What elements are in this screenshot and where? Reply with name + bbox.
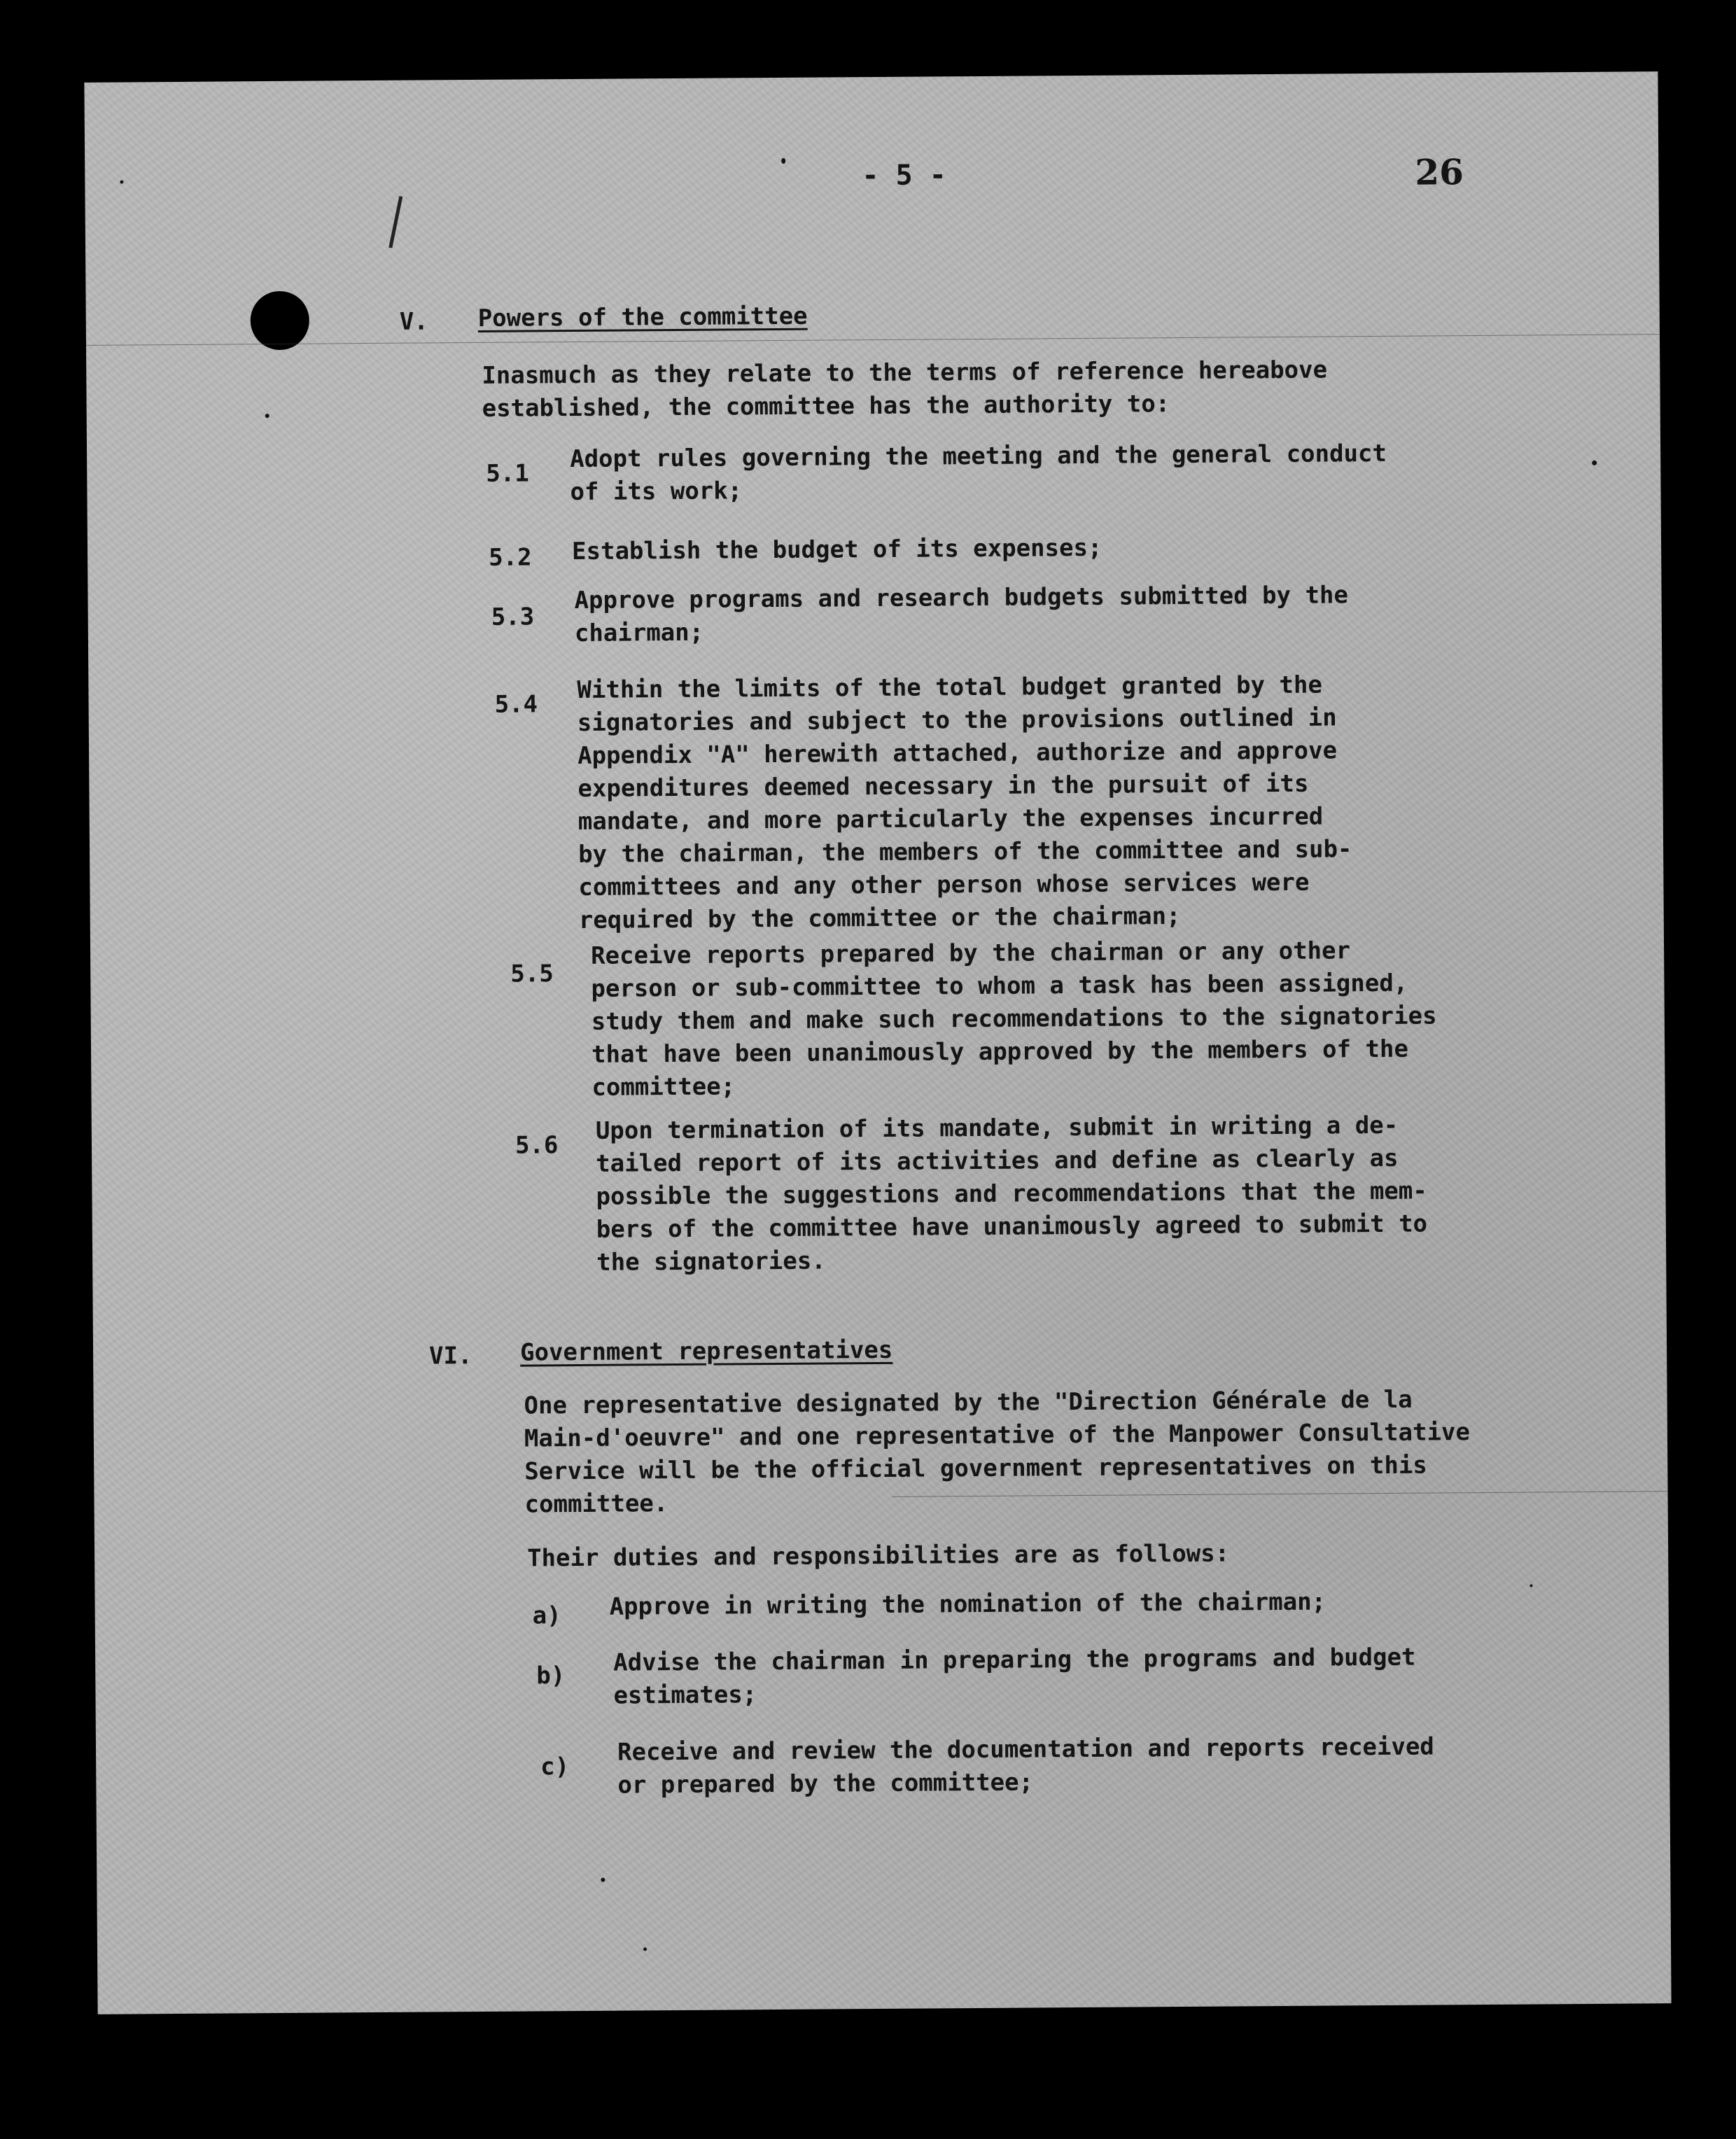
speck — [265, 414, 270, 418]
item-line: Within the limits of the total budget granted by the — [577, 671, 1323, 704]
item-line: Upon termination of its mandate, submit in writing a de- — [595, 1111, 1399, 1145]
scan-line — [892, 1491, 1668, 1497]
item-line: Advise the chairman in preparing the programs and budget — [613, 1643, 1416, 1677]
pen-mark — [388, 196, 402, 248]
section-v-heading: Powers of the committee — [477, 302, 808, 332]
speck — [1592, 461, 1597, 465]
item-letter: a) — [532, 1601, 561, 1630]
item-line: committees and any other person whose services were — [578, 868, 1310, 902]
speck — [601, 1878, 605, 1882]
item-line: possible the suggestions and recommendations that the mem- — [596, 1177, 1427, 1211]
duties-intro: Their duties and responsibilities are as follows: — [526, 1539, 1230, 1573]
section-v-intro-line: established, the committee has the authority to: — [482, 390, 1170, 423]
item-line: by the chairman, the members of the committee and sub- — [578, 835, 1352, 869]
item-line: Establish the budget of its expenses; — [571, 533, 1102, 566]
punch-hole — [250, 291, 309, 351]
section-vi-numeral: VI. — [428, 1342, 472, 1370]
section-vi-intro-line: Main-d'oeuvre" and one representative of the Manpower Consultative — [524, 1418, 1471, 1453]
item-line: Approve programs and research budgets submitted by the — [574, 581, 1349, 615]
speck — [643, 1947, 647, 1951]
item-line: signatories and subject to the provisions outlined in — [577, 703, 1337, 737]
item-line: study them and make such recommendations to the signatories — [591, 1002, 1437, 1036]
speck — [120, 180, 123, 183]
section-vi-intro-line: committee. — [524, 1489, 668, 1519]
item-number: 5.2 — [489, 543, 532, 572]
scan-line — [86, 334, 1660, 346]
item-number: 5.6 — [514, 1131, 559, 1160]
item-line: Adopt rules governing the meeting and the general conduct — [570, 439, 1387, 474]
item-line: chairman; — [574, 618, 704, 648]
section-vi-intro-line: Service will be the official government representatives on this — [524, 1451, 1427, 1486]
item-letter: c) — [540, 1753, 570, 1781]
page-marker: - 5 - — [862, 159, 946, 192]
item-line: tailed report of its activities and define as clearly as — [596, 1144, 1399, 1178]
item-line: or prepared by the committee; — [617, 1768, 1034, 1800]
item-number: 5.4 — [494, 690, 538, 719]
item-line: mandate, and more particularly the expenses incurred — [578, 802, 1324, 836]
item-line: Receive and review the documentation and reports received — [617, 1732, 1434, 1767]
item-line: expenditures deemed necessary in the pursuit of its — [578, 769, 1309, 803]
section-v-intro-line: Inasmuch as they relate to the terms of reference hereabove — [482, 356, 1328, 390]
item-line: that have been unanimously approved by the members of the — [591, 1035, 1409, 1069]
item-number: 5.3 — [491, 603, 535, 631]
section-vi-intro-line: One representative designated by the "Direction Générale de la — [524, 1385, 1413, 1420]
item-line: committee; — [592, 1072, 736, 1102]
item-line: of its work; — [570, 477, 743, 507]
item-line: person or sub-committee to whom a task has been assigned, — [591, 969, 1408, 1003]
item-line: Approve in writing the nomination of the chairman; — [609, 1587, 1326, 1621]
item-number: 5.1 — [486, 459, 529, 488]
item-line: Receive reports prepared by the chairman or any other — [590, 937, 1351, 970]
item-number: 5.5 — [510, 960, 554, 988]
speck — [781, 158, 785, 164]
section-v-numeral: V. — [399, 307, 428, 336]
item-letter: b) — [536, 1662, 566, 1690]
item-line: the signatories. — [596, 1247, 826, 1277]
item-line: estimates; — [613, 1681, 757, 1710]
section-vi-heading: Government representatives — [519, 1335, 893, 1367]
page-number: 26 — [1415, 151, 1464, 193]
item-line: bers of the committee have unanimously agreed to submit to — [596, 1209, 1428, 1244]
item-line: required by the committee or the chairman; — [578, 902, 1181, 934]
speck — [1530, 1584, 1532, 1587]
item-line: Appendix "A" herewith attached, authorize and approve — [577, 736, 1338, 770]
document-page — [84, 71, 1671, 2014]
